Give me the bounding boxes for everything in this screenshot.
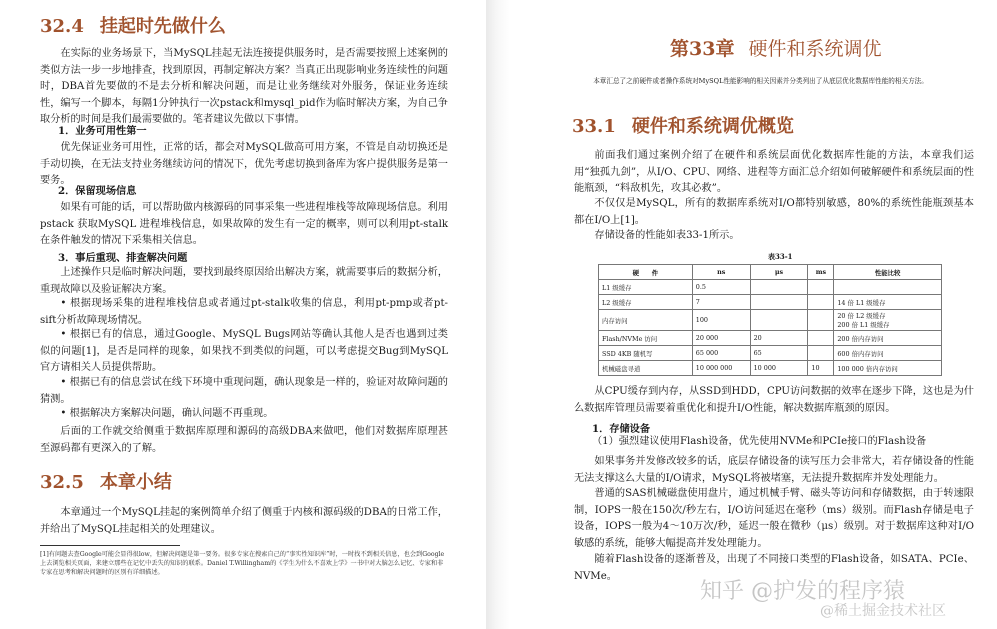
table-cell: 100 [692,310,750,331]
table-cell: 20 倍 L2 级缓存 200 倍 L1 级缓存 [834,310,942,331]
table-row [599,310,942,331]
para7: 随着Flash设备的逐渐普及，出现了不同接口类型的Flash设备，如SATA、PCIe、NVMe。 [574,554,974,582]
performance-table [598,264,942,376]
watermark-juejin: @稀土掘金技术社区 [820,603,946,619]
para1: 前面我们通过案例介绍了在硬件和系统层面优化数据库性能的方法，本章我们运用“独孤九剑”，从I/O、CPU、网络、进程等方面汇总介绍如何破解硬件和系统层面的性能瓶颈，“料敌机先，攻其必救”。 [574,150,974,194]
chapter-intro: 本章汇总了之前硬件或者操作系统对MySQL性能影响的相关因素并分类列出了从底层优化数据库性能的相关方法。 [593,77,928,85]
bullet-item: • 根据已有的信息尝试在线下环境中重现问题，确认现象是一样的，验证对故障问题的猜测。 [40,377,448,405]
table-cell: 100 000 倍内存访问 [834,361,942,376]
table-cell: 内存访问 [599,310,693,331]
table-cell: 0.5 [692,280,750,295]
para2: 不仅仅是MySQL，所有的数据库系统对I/O都特别敏感，80%的系统性能瓶颈基本都在I/O上[1]。 [574,198,974,226]
table-cell: 10 000 [750,361,808,376]
summary-paragraph: 本章通过一个MySQL挂起的案例简单介绍了侧重于内核和源码级的DBA的日常工作，并给出了MySQL挂起相关的处理建议。 [40,507,448,535]
storage-subtitle: （1）强烈建议使用Flash设备，优先使用NVMe和PCIe接口的Flash设备 [592,436,927,447]
table-cell: L1 级缓存 [599,280,693,295]
page-gutter [486,0,510,629]
table-cell [834,280,942,295]
item1-title: 1．业务可用性第一 [58,125,147,137]
table-cell: 10 000 000 [692,361,750,376]
table-cell [808,331,834,346]
footnote-rule [40,545,180,546]
section-32-5-heading: 32.5 本章小结 [40,472,172,493]
table-header-cell: μs [750,265,808,280]
item2-body: 如果有可能的话，可以帮助做内核源码的同事采集一些进程堆栈等故障现场信息。利用 pstack 获取MySQL 进程堆栈信息，如果故障的发生有一定的概率，则可以利用pt-stalk在条件触发的情况下采集相关信息。 [40,202,448,246]
item3-body: 上述操作只是临时解决问题，要找到最终原因给出解决方案，就需要事后的数据分析，重现故障以及验证解决方案。 [40,267,448,295]
table-header-cell: ns [692,265,750,280]
left-page [0,0,486,629]
table-cell: 20 000 [692,331,750,346]
table-cell: 200 倍内存访问 [834,331,942,346]
table-row [599,331,942,346]
table-cell: L2 级缓存 [599,295,693,310]
table-row [599,280,942,295]
table-caption: 表33-1 [768,252,793,261]
table-cell: 20 [750,331,808,346]
table-header-cell: 性能比较 [834,265,942,280]
item1-body: 优先保证业务可用性，正常的话，都会对MySQL做高可用方案，不管是自动切换还是手动切换，在无法支持业务继续访问的情况下，优先考虑切换到备库为客户提供服务是第一要务。 [40,142,448,186]
right-page [510,0,997,629]
table-row [599,295,942,310]
section-33-1-heading: 33.1 硬件和系统调优概览 [572,116,794,137]
closing-paragraph: 后面的工作就交给侧重于数据库原理和源码的高级DBA来做吧，他们对数据库原理甚至源码都有更深入的了解。 [40,426,448,454]
footnote: [1]有问题去查Google可能会显得很low，但解决问题是第一要务。很多专家在搜索自己的“事实性知识库”时，一时找不到相关信息，也会到Google上去浏览相关页面，来建立那些在记忆中丢失的知识的联系。Daniel T.Willingham的《学生为什么不喜欢上学》一书中对大脑怎么记忆、专家和非专家在思考和解决问题时的区别有详细描述。 [40,551,445,576]
table-cell [808,310,834,331]
table-cell [808,346,834,361]
bullet-item: • 根据现场采集的进程堆栈信息或者通过pt-stalk收集的信息，利用pt-pmp或者pt-sift分析故障现场情况。 [40,298,448,326]
table-cell [750,280,808,295]
table-cell: Flash/NVMe 访问 [599,331,693,346]
table-header-row [599,265,942,280]
table-cell: 机械磁盘寻道 [599,361,693,376]
table-cell: SSD 4KB 随机写 [599,346,693,361]
table-cell: 65 000 [692,346,750,361]
bullet-item: • 根据已有的信息，通过Google、MySQL Bugs网站等确认其他人是否也遇到过类似的问题[1]，是否是同样的现象，如果找不到类似的问题，可以考虑提交Bug到MySQL官方请相关人员提供帮助。 [40,329,448,373]
table-cell [750,295,808,310]
item2-title: 2．保留现场信息 [58,185,137,197]
table-row [599,361,942,376]
table-header-cell: 硬 件 [599,265,693,280]
item3-title: 3．事后重现、排查解决问题 [58,252,188,264]
table-header-cell: ms [808,265,834,280]
intro-paragraph: 在实际的业务场景下，当MySQL挂起无法连接提供服务时，是否需要按照上述案例的类似方法一步一步地排查，找到原因，再制定解决方案？当真正出现影响业务连续性的问题时，DBA首先要做的不是去分析和解决问题，而是让业务继续对外服务，保证业务连续性，编写一个脚本，每隔1分钟执行一次pstack和mysql_pid作为临时解决方案，为自己争取分析的时间是我们最需要做的。笔者建议先做以下事情。 [40,48,448,125]
para3: 存储设备的性能如表33-1所示。 [594,230,740,241]
table-cell [808,280,834,295]
storage-title: 1．存储设备 [592,423,651,435]
table-cell: 10 [808,361,834,376]
para6: 普通的SAS机械磁盘使用盘片，通过机械手臂、磁头等访问和存储数据，由于转速限制，IOPS一般在150次/秒左右，I/O访问延迟在毫秒（ms）级别。而Flash存储是电子设备，IOPS一般为4～10万次/秒，延迟一般在微秒（μs）级别。对于数据库这种对I/O敏感的系统，能够大幅提高并发处理能力。 [574,488,974,549]
chapter-title: 第33章 硬件和系统调优 [670,38,882,60]
table-cell: 65 [750,346,808,361]
para4: 从CPU缓存到内存，从SSD到HDD，CPU访问数据的效率在逐步下降，这也是为什么数据库管理员需要着重优化和提升I/O性能，解决数据库瓶颈的原因。 [574,386,974,414]
table-cell: 14 倍 L1 级缓存 [834,295,942,310]
watermark-zhihu: 知乎 @护发的程序猿 [700,579,905,604]
section-32-4-heading: 32.4 挂起时先做什么 [40,16,226,37]
table-cell [808,295,834,310]
bullet-item: • 根据解决方案解决问题，确认问题不再重现。 [60,408,274,419]
para5: 如果事务并发修改较多的话，底层存储设备的读写压力会非常大，若存储设备的性能无法支撑这么大量的I/O请求，MySQL将被堵塞，无法提升数据库并发处理能力。 [574,456,974,484]
table-cell [750,310,808,331]
table-cell: 7 [692,295,750,310]
table-row [599,346,942,361]
table-cell: 600 倍内存访问 [834,346,942,361]
